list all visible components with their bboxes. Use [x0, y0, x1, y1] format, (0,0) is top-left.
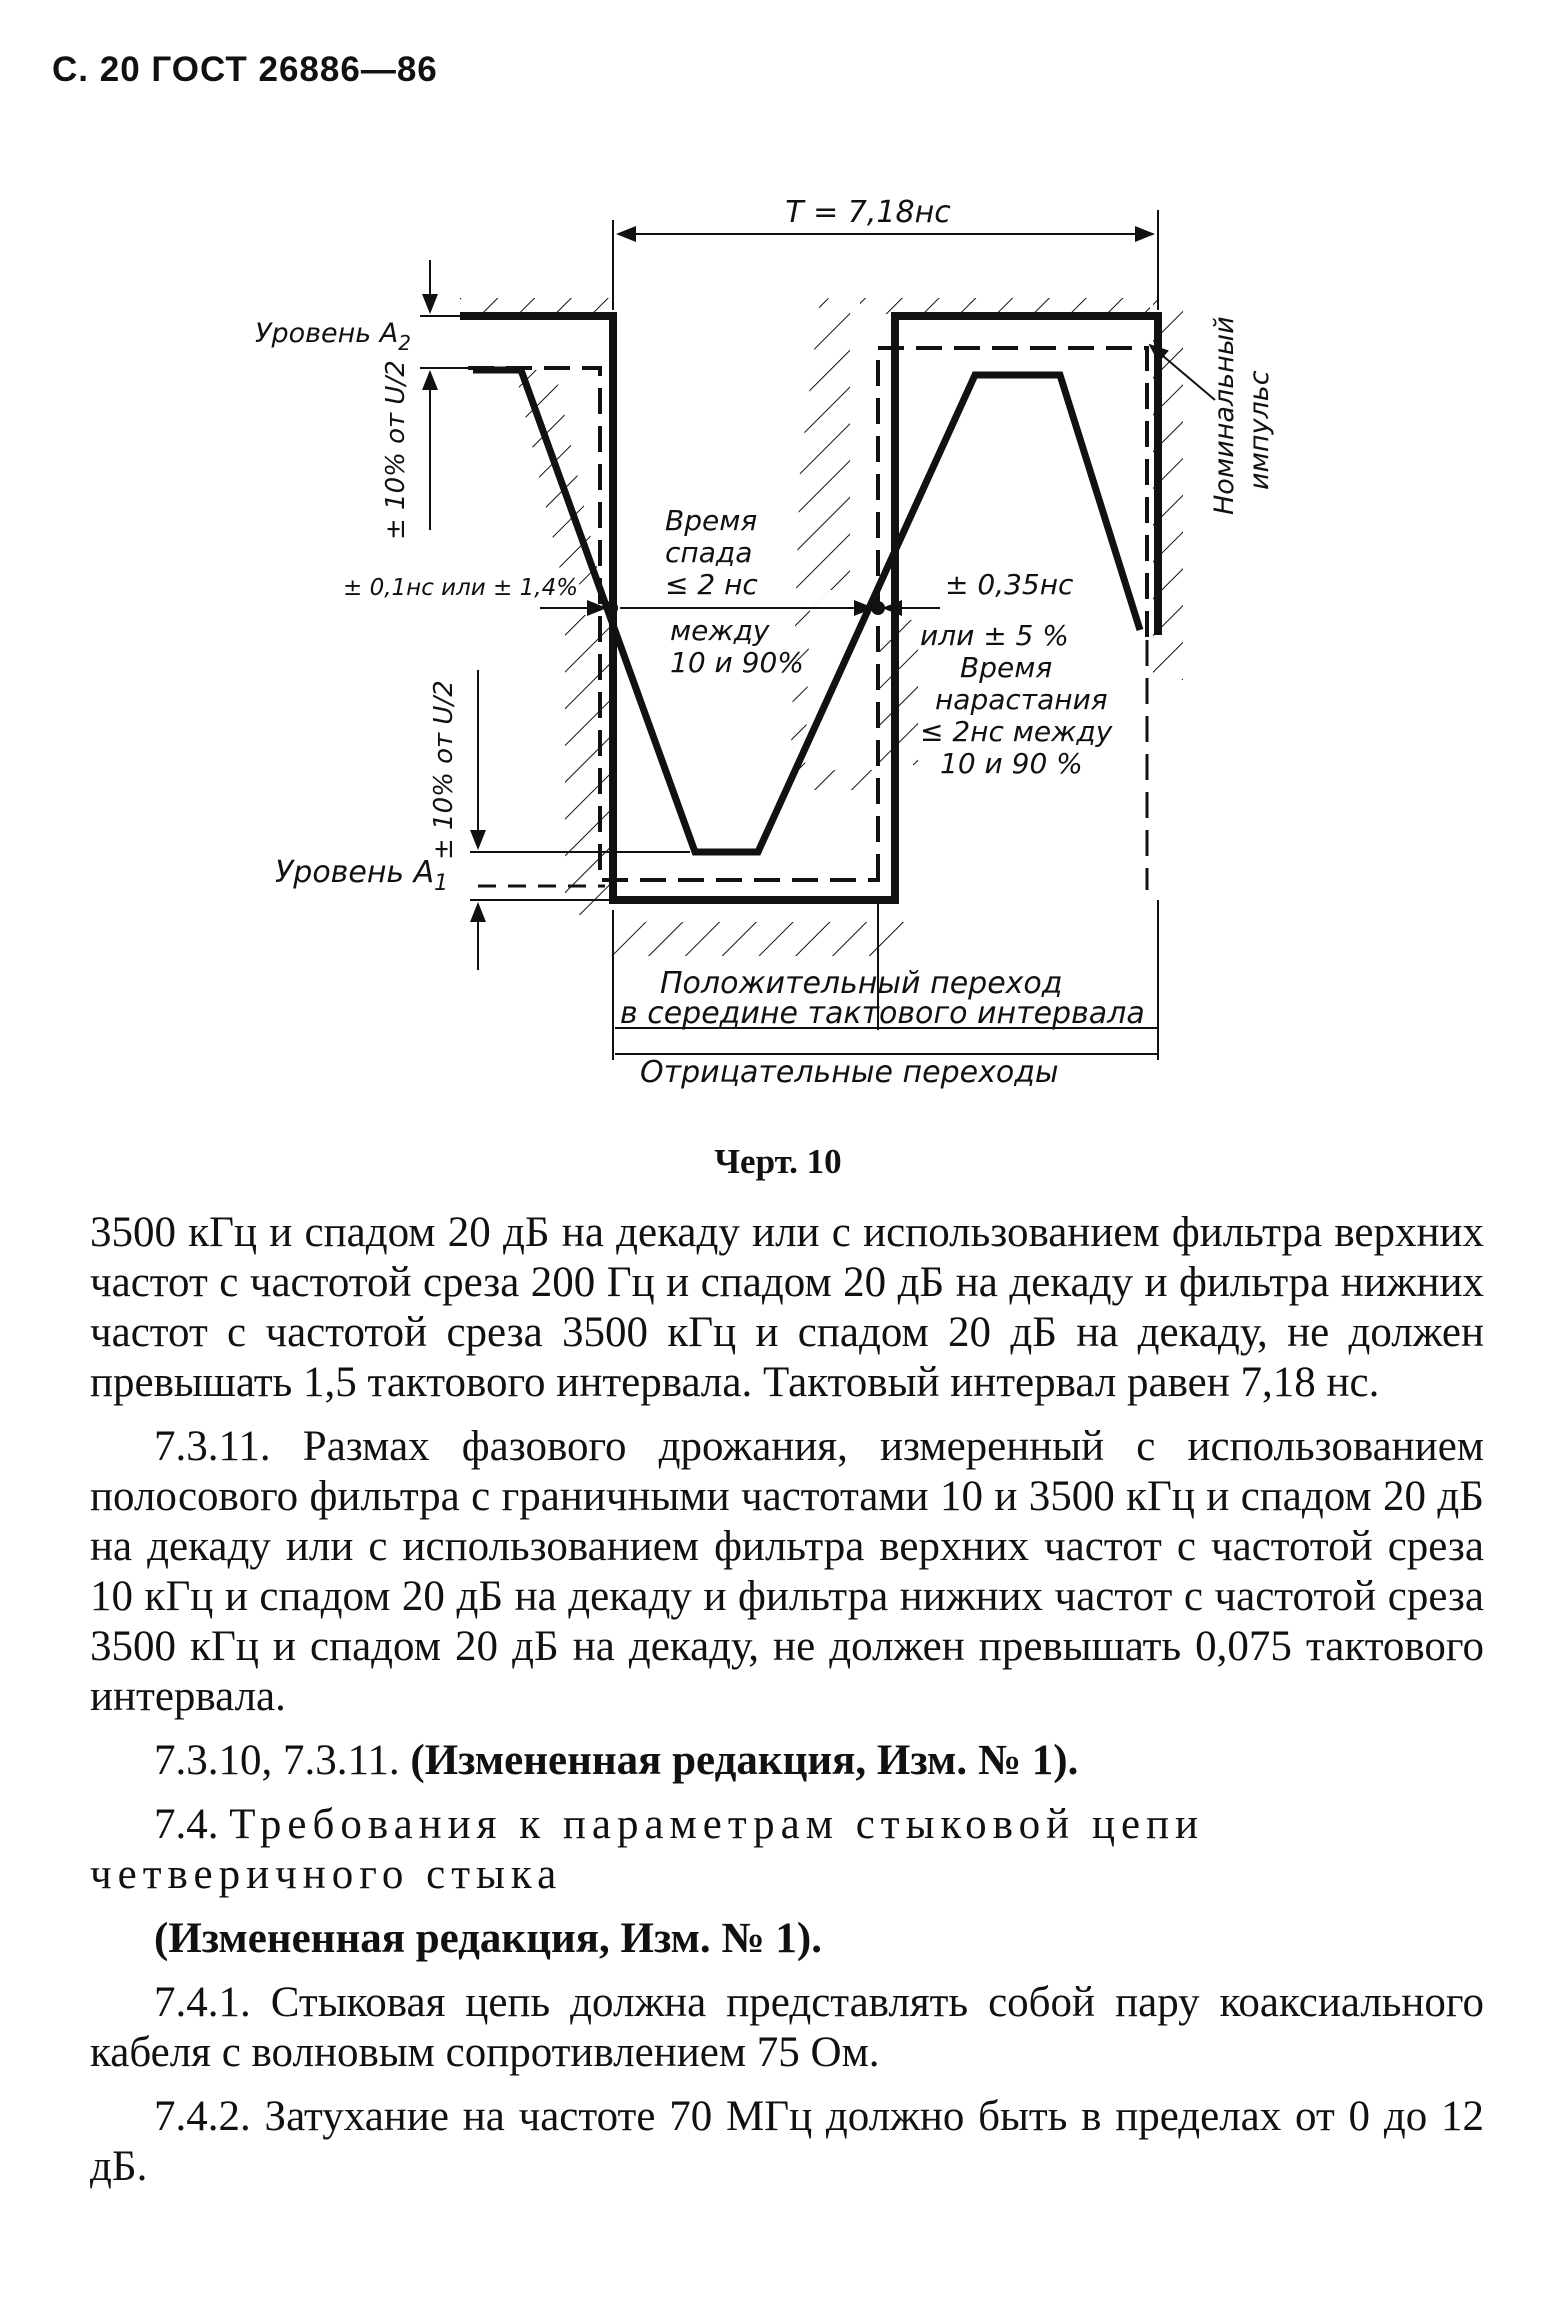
svg-text:Время: Время: [960, 651, 1053, 684]
svg-text:импульс: импульс: [1244, 370, 1275, 490]
positive-transition-label: [620, 966, 1145, 1031]
svg-text:≤ 2нс между: ≤ 2нс между: [920, 715, 1113, 748]
level-a2-label: Уровень $A_2$: [255, 318, 411, 355]
crossing-point-left: [604, 601, 618, 615]
svg-text:нарастания: нарастания: [935, 683, 1108, 716]
rise-time-label: [920, 619, 1113, 780]
paragraph-7-4-1: 7.4.1. Стыковая цепь должна представлять собой пару коаксиального кабеля с волновым сопротивлением 75 Ом.: [90, 1979, 1484, 2076]
page-header: С. 20 ГОСТ 26886—86: [52, 50, 438, 89]
svg-text:Время: Время: [665, 504, 758, 537]
tolerance-right-label: ± 0,35нс: [945, 568, 1074, 601]
svg-text:в середине тактового интервала: в середине тактового интервала: [620, 996, 1145, 1031]
svg-text:Номинальный: Номинальный: [1209, 316, 1240, 515]
period-label: T = 7,18нс: [785, 195, 951, 230]
hatch-regions: [460, 290, 1183, 956]
negative-transitions-label: Отрицательные переходы: [640, 1055, 1059, 1090]
pulse-mask-diagram: [0, 170, 1556, 1100]
svg-text:между: между: [670, 614, 770, 647]
section-7-4-heading: 7.4. Требования к параметрам стыковой цепи четверичного стыка: [90, 1801, 1205, 1898]
fall-time-label: [665, 504, 804, 679]
tolerance-lower-label: ± 10% от U/2: [429, 680, 459, 860]
nominal-pulse-label: [1209, 316, 1275, 515]
tolerance-upper-label: ± 10% от U/2: [381, 360, 411, 540]
paragraph-7-3-11: 7.3.11. Размах фазового дрожания, измеренный с использованием полосового фильтра с граничными частотами 10 и 3500 кГц и спадом 20 дБ на декаду или с использованием фильтра верхних частот с частотой среза 10 кГц и спадом 20 дБ на декаду и фильтра нижних частот с частотой среза 3500 кГц и спадом 20 дБ на декаду, не должен превышать 0,075 тактового интервала.: [90, 1423, 1484, 1720]
figure-caption: Черт. 10: [714, 1142, 842, 1181]
svg-text:10 и 90 %: 10 и 90 %: [940, 747, 1083, 780]
paragraph-continuation: 3500 кГц и спадом 20 дБ на декаду или с использованием фильтра верхних частот с частотой среза 200 Гц и спадом 20 дБ на декаду и фильтра нижних частот с частотой среза 3500 кГц и спадом 20 дБ на декаду, не должен превышать 1,5 тактового интервала. Тактовый интервал равен 7,18 нс.: [90, 1209, 1484, 1406]
tolerance-left-label: ± 0,1нс или ± 1,4%: [343, 575, 579, 601]
svg-text:спада: спада: [665, 536, 753, 569]
svg-text:Положительный переход: Положительный переход: [660, 966, 1063, 1001]
body-text: [90, 1208, 1484, 2206]
paragraph-7-4-2: 7.4.2. Затухание на частоте 70 МГц должно быть в пределах от 0 до 12 дБ.: [90, 2093, 1484, 2190]
paragraph-amendment-7-4: (Измененная редакция, Изм. № 1).: [154, 1915, 822, 1962]
crossing-point-right: [871, 601, 885, 615]
svg-text:10 и 90%: 10 и 90%: [670, 646, 804, 679]
paragraph-amendment-7-3: 7.3.10, 7.3.11. (Измененная редакция, Изм. № 1).: [154, 1737, 1079, 1784]
svg-text:или ± 5 %: или ± 5 %: [920, 619, 1069, 652]
svg-text:≤ 2 нс: ≤ 2 нс: [665, 568, 758, 601]
pulse-mask-figure: [0, 170, 1556, 1100]
level-a1-label: Уровень $A_1$: [275, 855, 449, 896]
